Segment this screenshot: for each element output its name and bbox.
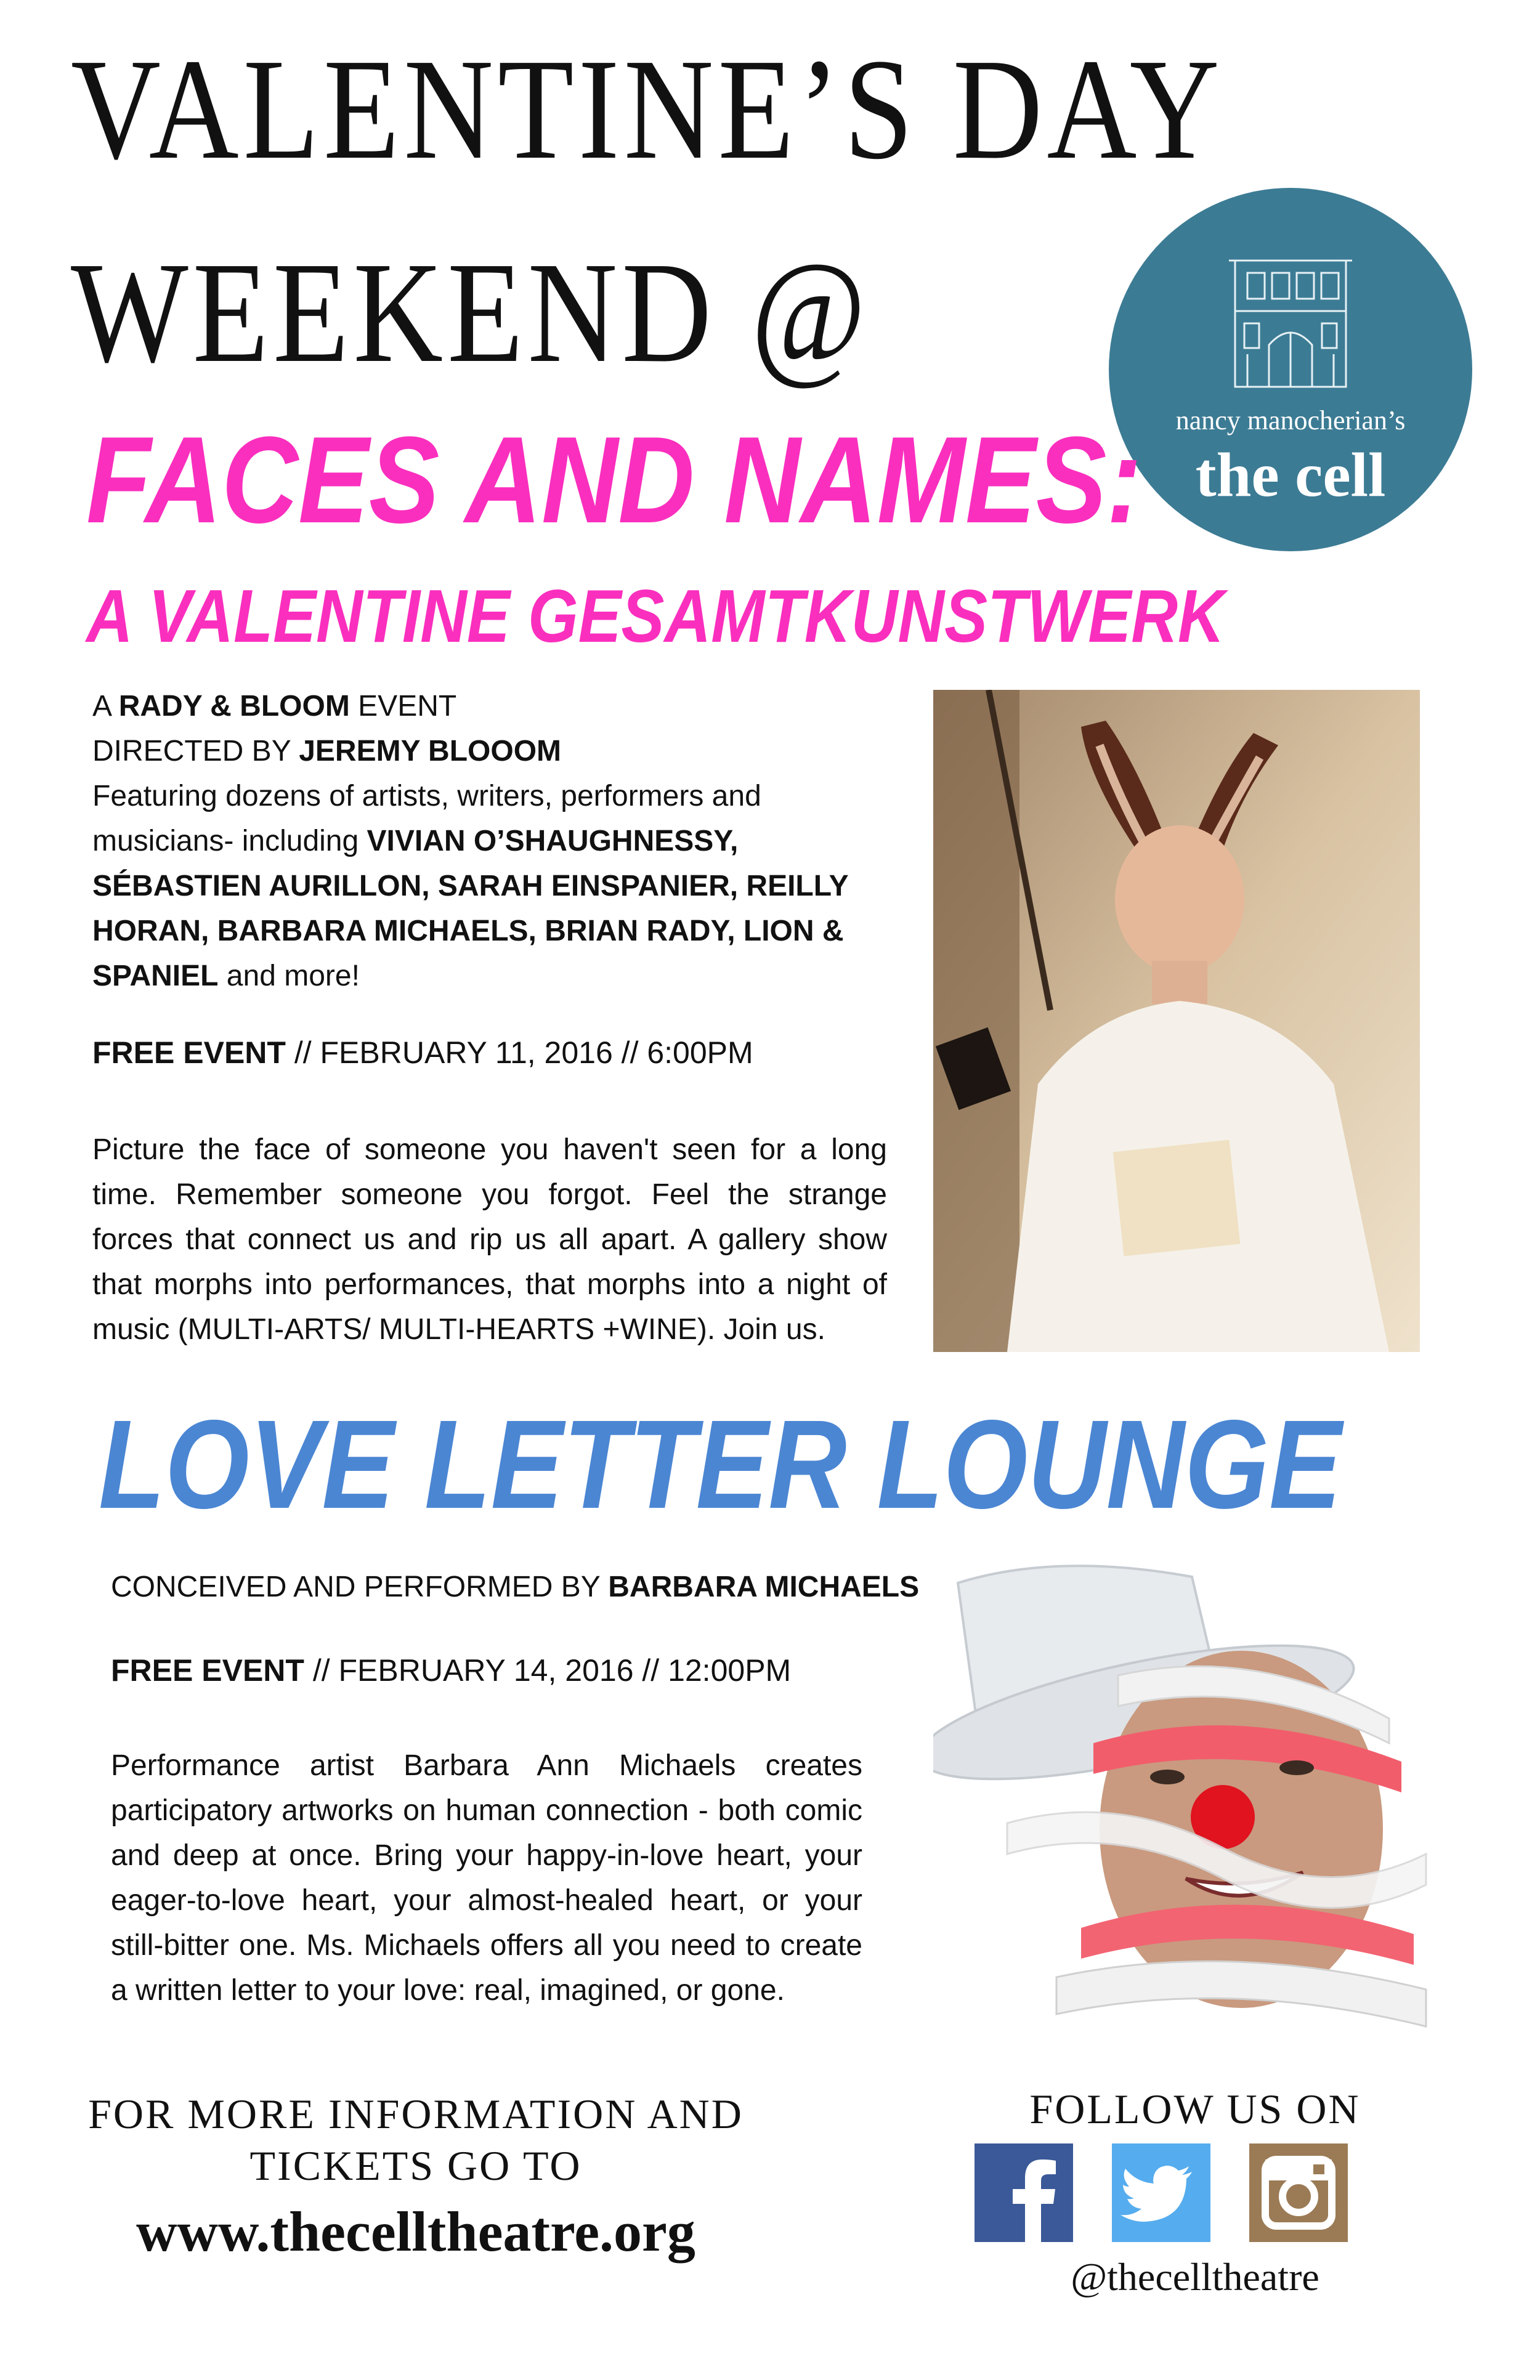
footer-info <box>62 2088 770 2192</box>
instagram-icon[interactable] <box>1249 2143 1348 2242</box>
event1-description: Picture the face of someone you haven't seen for a long time. Remember someone you forgot. Feel the strange forces that connect us and rip us all apart. A gallery show that morphs into performances, that morphs into a night of music (MULTI-ARTS/ MULTI-HEARTS +WINE). Join us. <box>92 1133 887 1346</box>
event2-title: LOVE LETTER LOUNGE <box>99 1394 1342 1535</box>
event2-date: FREE EVENT // FEBRUARY 14, 2016 // 12:00PM <box>111 1653 792 1688</box>
title-line-1: VALENTINE’S DAY <box>71 29 1224 189</box>
the-cell-logo <box>1109 188 1472 551</box>
event1-photo <box>933 690 1420 1352</box>
event2-description: Performance artist Barbara Ann Michaels creates participatory artworks on human connection - both comic and deep at once. Bring your happy-in-love heart, your eager-to-love heart, your almost-healed heart, or your still-bitter one. Ms. Michaels offers all you need to create a written letter to your love: real, imagined, or gone. <box>111 1749 862 2007</box>
event2-photo <box>933 1558 1435 2042</box>
event1-subtitle: A VALENTINE GESAMTKUNSTWERK <box>86 574 1225 658</box>
logo-name: the cell <box>1195 440 1386 510</box>
event1-date: FREE EVENT // FEBRUARY 11, 2016 // 6:00PM <box>92 1035 753 1070</box>
logo-owner: nancy manocherian’s <box>1175 405 1406 435</box>
event1-director-line: DIRECTED BY JEREMY BLOOOM <box>92 735 562 767</box>
website-link[interactable]: www.thecelltheatre.org <box>136 2200 695 2263</box>
title-line-2: WEEKEND @ <box>71 232 870 392</box>
facebook-icon[interactable] <box>975 2143 1073 2242</box>
event1-credits <box>92 684 893 998</box>
social-handle: @thecelltheatre <box>1071 2255 1319 2299</box>
footer-info-line-2: TICKETS GO TO <box>249 2142 582 2189</box>
event1-title: FACES AND NAMES: <box>86 411 1142 549</box>
event2-credits: CONCEIVED AND PERFORMED BY BARBARA MICHAELS <box>111 1571 920 1603</box>
event1-featuring: Featuring dozens of artists, writers, performers and musicians- including VIVIAN O’SHAUGHNESSY, SÉBASTIEN AURILLON, SARAH EINSPANIER, REILLY HORAN, BARBARA MICHAELS, BRIAN RADY, LION & SPANIEL and more! <box>92 780 848 992</box>
footer-info-line-1: FOR MORE INFORMATION AND <box>88 2091 744 2137</box>
event1-organizer-line: A RADY & BLOOM EVENT <box>92 690 457 722</box>
event2-free-label: FREE EVENT <box>111 1653 304 1688</box>
event1-free-label: FREE EVENT <box>92 1035 286 1070</box>
follow-heading: FOLLOW US ON <box>1029 2086 1361 2132</box>
twitter-icon[interactable] <box>1112 2143 1210 2242</box>
